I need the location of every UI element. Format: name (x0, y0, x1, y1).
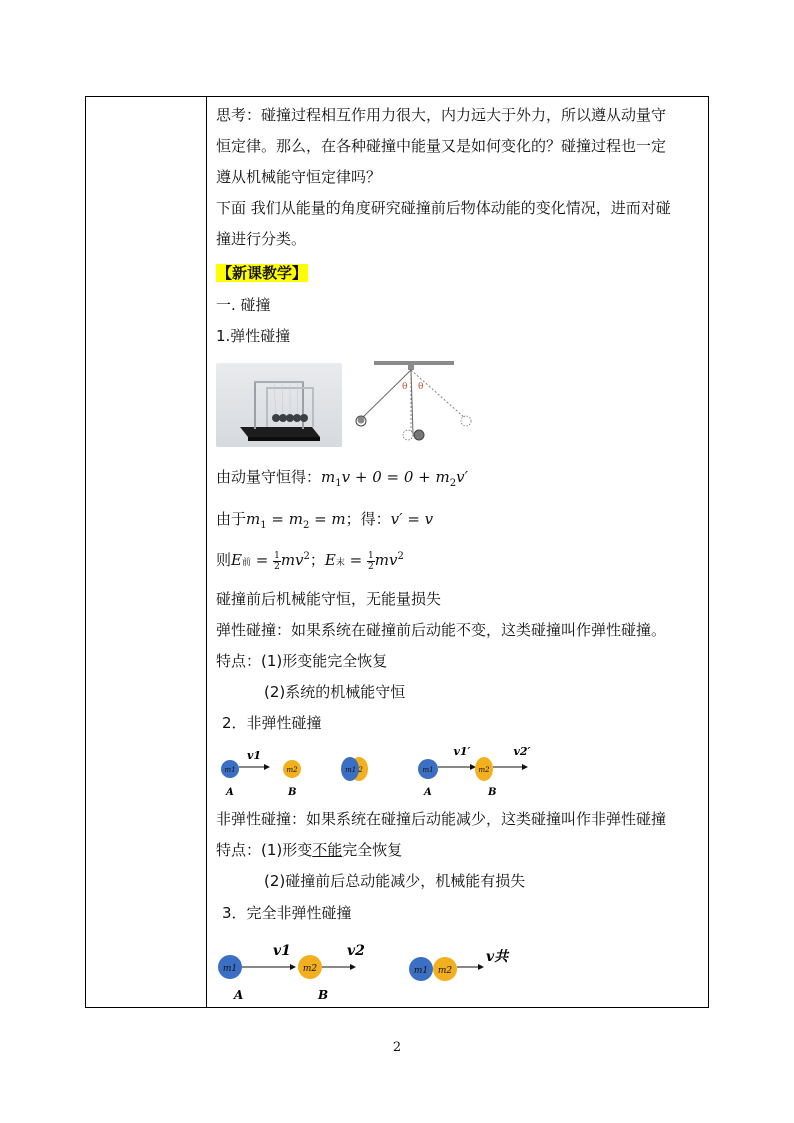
inelastic-feature-2: (2)碰撞前后总动能减少，机械能有损失 (264, 872, 526, 890)
inelastic-diagram (216, 741, 546, 801)
think-line-1: 思考：碰撞过程相互作用力很大，内力远大于外力，所以遵从动量守 (216, 106, 667, 124)
velocity-label-v1-pi: v1 (273, 943, 291, 959)
ball-label-m2-pi: m2 (302, 964, 318, 974)
velocity-label-v1: v1 (246, 749, 262, 762)
ball-label-m2: m2 (286, 766, 298, 774)
label-A: A (226, 787, 234, 798)
heading-perfectly-inelastic: 3．完全非弹性碰撞 (222, 904, 352, 922)
ball-label-m1-pi: m1 (222, 964, 238, 974)
lesson-table (85, 96, 709, 1008)
heading-elastic: 1.弹性碰撞 (216, 327, 291, 345)
page-number: 2 (392, 1040, 402, 1055)
below-line-1: 下面 我们从能量的角度研究碰撞前后物体动能的变化情况，进而对碰 (216, 199, 671, 217)
velocity-label-v2-pi: v2 (347, 943, 365, 959)
angle-label-left: θ (402, 382, 408, 392)
column-divider (206, 97, 207, 1007)
ball-label-m2-joined: m2 (437, 966, 453, 976)
label-B: B (288, 787, 297, 798)
perfectly-inelastic-diagram (216, 933, 536, 1005)
momentum-equation: 由动量守恒得：$m_1v + 0 = 0 + m_2v'$ (216, 468, 468, 489)
heading-collision: 一. 碰撞 (216, 296, 271, 314)
below-line-2: 撞进行分类。 (216, 230, 307, 248)
label-A-after: A (424, 787, 432, 798)
elastic-feature-1: 特点：(1)形变能完全恢复 (216, 652, 388, 670)
ball-label-m1: m1 (224, 766, 236, 774)
pendulum-diagram (352, 359, 476, 449)
merged-ball-label: m1 2 (345, 766, 363, 774)
heading-inelastic: 2．非弹性碰撞 (222, 714, 322, 732)
mass-equation: 由于$m_1 = m_2 = m$；得：v′ = v (216, 510, 434, 531)
section-tag: 【新课教学】 (217, 264, 308, 282)
velocity-label-v1p: v1′ (453, 745, 471, 758)
angle-label-right: θ (418, 382, 424, 392)
elastic-feature-2: (2)系统的机械能守恒 (264, 683, 406, 701)
newtons-cradle-photo (216, 363, 342, 447)
label-B-pi: B (318, 988, 329, 1002)
label-B-after: B (488, 787, 497, 798)
inelastic-definition: 非弹性碰撞：如果系统在碰撞后动能减少，这类碰撞叫作非弹性碰撞 (216, 810, 667, 828)
conservation-conclusion: 碰撞前后机械能守恒，无能量损失 (216, 590, 442, 608)
velocity-label-common: v共 (486, 949, 509, 965)
ball-label-m1-joined: m1 (413, 966, 429, 976)
elastic-definition: 弹性碰撞：如果系统在碰撞前后动能不变，这类碰撞叫作弹性碰撞。 (216, 621, 667, 639)
velocity-label-v2p: v2′ (513, 745, 531, 758)
energy-equation: 则E前 = $\frac{1}{2}$ $mv^2$；E末 = $\frac{1}{2}$ $mv^2$ (216, 550, 404, 572)
inelastic-feature-1: 特点：(1)形变不能完全恢复 (216, 841, 403, 859)
ball-label-m2-after: m2 (478, 766, 490, 774)
label-A-pi: A (234, 988, 244, 1002)
think-line-2: 恒定律。那么，在各种碰撞中能量又是如何变化的？碰撞过程也一定 (216, 137, 667, 155)
think-line-3: 遵从机械能守恒定律吗？ (216, 168, 382, 186)
ball-label-m1-after: m1 (422, 766, 434, 774)
